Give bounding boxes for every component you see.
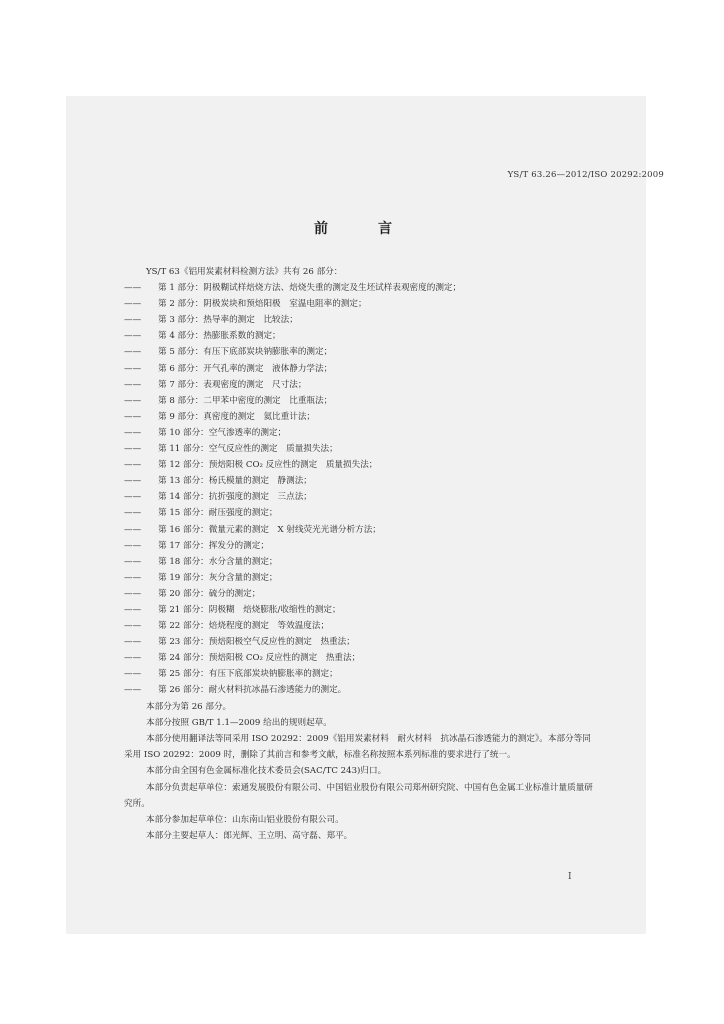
list-dash: —— <box>124 411 142 422</box>
part-item <box>124 409 594 425</box>
part-item <box>124 666 594 682</box>
part-text: 第 22 部分：焙烧程度的测定 等效温度法； <box>158 621 330 632</box>
list-dash: —— <box>124 637 142 648</box>
part-text: 第 23 部分：预焙阳极空气反应性的测定 热重法； <box>158 637 355 648</box>
part-text: 第 25 部分：有压下底部炭块钠膨胀率的测定； <box>158 669 338 680</box>
parts-list <box>124 280 594 698</box>
list-dash: —— <box>124 315 142 326</box>
part-item <box>124 682 594 698</box>
list-dash: —— <box>124 427 142 438</box>
part-text: 第 16 部分：微量元素的测定 X 射线荧光光谱分析方法； <box>158 524 381 535</box>
preface-paragraph: 本部分为第 26 部分。 <box>146 701 232 712</box>
part-text: 第 11 部分：空气反应性的测定 质量损失法； <box>158 444 338 455</box>
preface-paragraph: 本部分主要起草人：郎光辉、王立明、高守磊、郑平。 <box>146 831 353 842</box>
part-item <box>124 441 594 457</box>
part-text: 第 6 部分：开气孔率的测定 液体静力学法； <box>158 363 333 374</box>
list-dash: —— <box>124 444 142 455</box>
list-dash: —— <box>124 283 142 294</box>
part-text: 第 1 部分：阴极糊试样焙烧方法、焙烧失重的测定及生坯试样表观密度的测定； <box>158 283 462 294</box>
list-dash: —— <box>124 524 142 535</box>
preface-paragraph: 本部分按照 GB/T 1.1—2009 给出的规则起草。 <box>146 717 332 728</box>
part-item <box>124 586 594 602</box>
part-item <box>124 457 594 473</box>
part-text: 第 3 部分：热导率的测定 比较法； <box>158 315 298 326</box>
list-dash: —— <box>124 604 142 615</box>
list-dash: —— <box>124 347 142 358</box>
list-dash: —— <box>124 540 142 551</box>
part-item <box>124 570 594 586</box>
part-text: 第 20 部分：硫分的测定； <box>158 588 261 599</box>
part-item <box>124 296 594 312</box>
part-text: 第 4 部分：热膨胀系数的测定； <box>158 331 281 342</box>
part-text: 第 8 部分：二甲苯中密度的测定 比重瓶法； <box>158 395 333 406</box>
part-text: 第 21 部分：阴极糊 焙烧膨胀/收缩性的测定； <box>158 604 341 615</box>
part-item <box>124 312 594 328</box>
preface-paragraphs <box>124 699 594 845</box>
part-text: 第 19 部分：灰分含量的测定； <box>158 572 278 583</box>
list-dash: —— <box>124 556 142 567</box>
list-dash: —— <box>124 588 142 599</box>
standard-code: YS/T 63.26—2012/ISO 20292:2009 <box>507 170 664 180</box>
intro-line: YS/T 63《铝用炭素材料检测方法》共有 26 部分： <box>146 267 343 277</box>
page-number: I <box>568 872 572 882</box>
list-dash: —— <box>124 331 142 342</box>
preface-paragraph: 本部分负责起草单位：索通发展股份有限公司、中国铝业股份有限公司郑州研究院、中国有色金属工业标准计量质量研究所。 <box>124 782 593 809</box>
preface-paragraph: 本部分参加起草单位：山东南山铝业股份有限公司。 <box>146 814 344 825</box>
part-text: 第 15 部分：耐压强度的测定； <box>158 508 278 519</box>
list-dash: —— <box>124 395 142 406</box>
part-text: 第 7 部分：表观密度的测定 尺寸法； <box>158 379 307 390</box>
part-item <box>124 554 594 570</box>
list-dash: —— <box>124 653 142 664</box>
part-text: 第 12 部分：预焙阳极 CO₂ 反应性的测定 质量损失法； <box>158 460 378 471</box>
preface-paragraph: 本部分使用翻译法等同采用 ISO 20292：2009《铝用炭素材料 耐火材料 抗冰晶石渗透能力的测定》。本部分等同采用 ISO 20292：2009 时，删除了其前言和参考文献，标准名称按照本系列标准的要求进行了统一。 <box>124 733 591 761</box>
list-dash: —— <box>124 476 142 487</box>
part-item <box>124 505 594 521</box>
part-item <box>124 538 594 554</box>
part-item <box>124 280 594 296</box>
preface-paragraph: 本部分由全国有色金属标准化技术委员会(SAC/TC 243)归口。 <box>146 766 387 777</box>
part-item <box>124 377 594 393</box>
list-dash: —— <box>124 572 142 583</box>
part-text: 第 9 部分：真密度的测定 氦比重计法； <box>158 411 316 422</box>
part-item <box>124 473 594 489</box>
part-text: 第 18 部分：水分含量的测定； <box>158 556 278 567</box>
list-dash: —— <box>124 508 142 519</box>
part-item <box>124 634 594 650</box>
part-item <box>124 522 594 538</box>
part-item <box>124 650 594 666</box>
part-text: 第 2 部分：阴极炭块和预焙阳极 室温电阻率的测定； <box>158 299 367 310</box>
list-dash: —— <box>124 299 142 310</box>
preface-body <box>124 264 594 844</box>
list-dash: —— <box>124 685 142 696</box>
list-dash: —— <box>124 492 142 503</box>
list-dash: —— <box>124 621 142 632</box>
page-title: 前 言 <box>314 221 410 237</box>
part-text: 第 24 部分：预焙阳极 CO₂ 反应性的测定 热重法； <box>158 653 361 664</box>
part-item <box>124 361 594 377</box>
part-item <box>124 344 594 360</box>
part-item <box>124 328 594 344</box>
list-dash: —— <box>124 669 142 680</box>
part-text: 第 17 部分：挥发分的测定； <box>158 540 269 551</box>
list-dash: —— <box>124 460 142 471</box>
part-item <box>124 602 594 618</box>
part-text: 第 14 部分：抗折强度的测定 三点法； <box>158 492 312 503</box>
part-item <box>124 425 594 441</box>
part-text: 第 5 部分：有压下底部炭块钠膨胀率的测定； <box>158 347 333 358</box>
part-item <box>124 489 594 505</box>
part-text: 第 13 部分：杨氏模量的测定 静测法； <box>158 476 312 487</box>
list-dash: —— <box>124 379 142 390</box>
part-item <box>124 618 594 634</box>
list-dash: —— <box>124 363 142 374</box>
part-text: 第 26 部分：耐火材料抗冰晶石渗透能力的测定。 <box>158 685 347 696</box>
part-text: 第 10 部分：空气渗透率的测定； <box>158 427 287 438</box>
part-item <box>124 393 594 409</box>
